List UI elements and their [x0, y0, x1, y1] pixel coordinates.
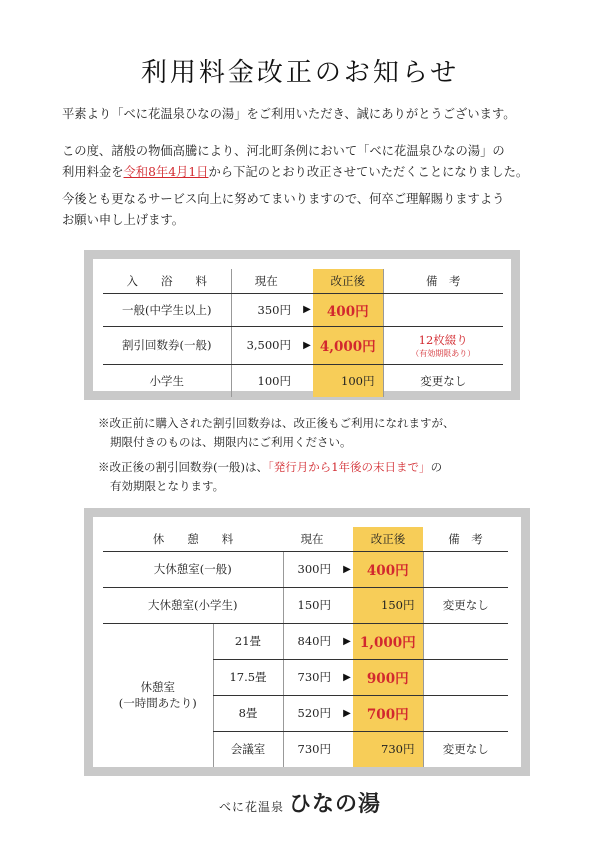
table-row	[103, 587, 508, 623]
arrow-icon: ▶	[301, 326, 313, 364]
arrow-icon: ▶	[301, 293, 313, 326]
rest-sub-new: 900円	[353, 659, 423, 695]
rest-sub-note	[423, 695, 508, 731]
bath-note-sub: （有効期限あり）	[411, 348, 476, 358]
rest-sub-current: 730円	[283, 731, 341, 767]
rest-group-label-2: (一時間あたり)	[118, 696, 197, 711]
bath-header-note: 備 考	[383, 269, 503, 293]
greeting-text: 平素より「べに花温泉ひなの湯」をご利用いただき、誠にありがとうございます。	[62, 107, 516, 121]
note-2-line-2: 有効期限となります。	[110, 479, 225, 493]
rest-sub-label: 会議室	[213, 731, 283, 767]
effective-date: 令和8年4月1日	[123, 165, 209, 179]
bath-row-label: 一般(中学生以上)	[103, 293, 231, 326]
closing-paragraph	[62, 189, 562, 231]
note-1-line-2: 期限付きのものは、期限内にご利用ください。	[110, 435, 352, 449]
bath-header-current: 現在	[231, 269, 301, 293]
bath-header-item: 入 浴 料	[103, 269, 231, 293]
arrow-icon: ▶	[341, 551, 353, 587]
announcement-post: から下記のとおり改正させていただくことになりました。	[208, 165, 529, 179]
page-title: 利用料金改正のお知らせ	[140, 58, 460, 88]
rest-sub-new: 700円	[353, 695, 423, 731]
bath-row-note	[383, 293, 503, 326]
table-row	[103, 293, 503, 326]
rest-sub-current: 730円	[283, 659, 341, 695]
rest-header-new: 改正後	[353, 527, 423, 551]
table-row	[103, 623, 508, 659]
arrow-icon: ▶	[341, 695, 353, 731]
rest-fee-frame	[84, 508, 530, 776]
bath-header-new: 改正後	[313, 269, 383, 293]
notes-block	[98, 414, 455, 496]
bath-row-note	[383, 326, 503, 364]
bath-row-label: 割引回数券(一般)	[103, 326, 231, 364]
table-row	[103, 326, 503, 364]
bath-fee-table	[103, 269, 503, 397]
announcement-line-2	[62, 162, 562, 183]
rest-sub-label: 8畳	[213, 695, 283, 731]
rest-header-item: 休 憩 料	[103, 527, 283, 551]
table-row	[103, 364, 503, 397]
rest-row-new: 150円	[353, 587, 423, 623]
rest-row-note: 変更なし	[423, 587, 508, 623]
note-2-pre: ※改正後の割引回数券(一般)は、	[98, 460, 268, 474]
rest-group-label-1: 休憩室	[140, 680, 175, 695]
bath-row-note: 変更なし	[383, 364, 503, 397]
footer-logo	[0, 787, 600, 818]
arrow-icon: ▶	[341, 623, 353, 659]
rest-header-note: 備 考	[423, 527, 508, 551]
note-2-validity: 「発行月から1年後の末日まで」	[267, 460, 431, 474]
note-2-post: の	[430, 460, 443, 474]
bath-row-label: 小学生	[149, 373, 184, 388]
bath-note-main: 12枚綴り	[418, 332, 468, 347]
arrow-icon: ▶	[341, 659, 353, 695]
rest-sub-note	[423, 623, 508, 659]
bath-fee-frame	[84, 250, 520, 400]
rest-row-current: 150円	[283, 587, 341, 623]
rest-sub-new: 1,000円	[353, 623, 423, 659]
bath-row-current: 100円	[231, 364, 301, 397]
bath-row-new: 100円	[313, 364, 383, 397]
rest-sub-current: 840円	[283, 623, 341, 659]
rest-row-note	[423, 551, 508, 587]
note-1-line-1: ※改正前に購入された割引回数券は、改正後もご利用になれますが、	[98, 416, 455, 430]
rest-row-label: 大休憩室(一般)	[103, 551, 283, 587]
table-row	[103, 551, 508, 587]
rest-sub-note	[423, 659, 508, 695]
bath-row-current: 3,500円	[231, 326, 301, 364]
rest-row-new: 400円	[353, 551, 423, 587]
announcement-paragraph	[62, 141, 562, 183]
rest-sub-label: 21畳	[213, 623, 283, 659]
footer-logo-big: ひなの湯	[289, 791, 382, 817]
closing-line-1: 今後とも更なるサービス向上に努めてまいりますので、何卒ご理解賜りますよう	[62, 192, 505, 206]
rest-sub-note: 変更なし	[423, 731, 508, 767]
greeting-paragraph	[62, 104, 562, 125]
closing-line-2: お願い申し上げます。	[62, 213, 184, 227]
footer-logo-small: べに花温泉	[218, 800, 284, 814]
rest-sub-new: 730円	[353, 731, 423, 767]
rest-sub-label: 17.5畳	[213, 659, 283, 695]
rest-row-label: 大休憩室(小学生)	[103, 587, 283, 623]
rest-sub-current: 520円	[283, 695, 341, 731]
announcement-line-1: この度、諸般の物価高騰により、河北町条例において「べに花温泉ひなの湯」の	[62, 144, 505, 158]
rest-header-current: 現在	[283, 527, 341, 551]
bath-row-new: 4,000円	[313, 326, 383, 364]
announcement-pre: 利用料金を	[62, 165, 124, 179]
bath-row-new: 400円	[313, 293, 383, 326]
bath-row-current: 350円	[231, 293, 301, 326]
rest-fee-table	[103, 527, 508, 767]
note-2-line-1	[98, 458, 455, 477]
rest-group-label	[103, 623, 213, 767]
rest-row-current: 300円	[283, 551, 341, 587]
